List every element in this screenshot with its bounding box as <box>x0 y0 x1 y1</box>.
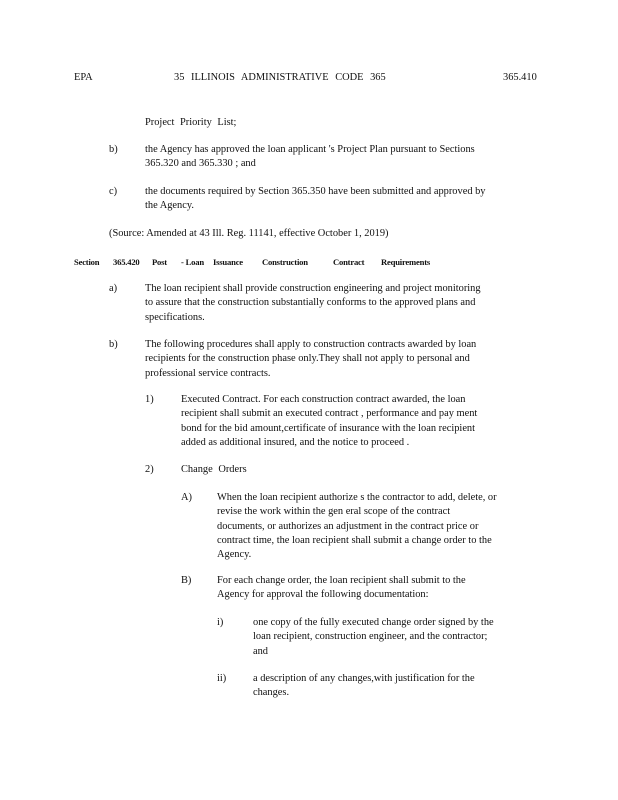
item-c-line: the Agency. <box>145 200 194 212</box>
para-a-text <box>145 282 527 325</box>
para-a-label: a) <box>109 283 118 294</box>
sub-ii-label: ii) <box>217 673 227 684</box>
intro-line: Project Priority List; <box>145 117 237 128</box>
sub1-line: Executed Contract. For each construction contract awarded, the loan <box>181 394 466 405</box>
section-title-word: Post <box>152 257 167 267</box>
subA-line: documents, or authorizes an adjustment in the contract price or <box>217 520 479 532</box>
item-label-c: c) <box>109 186 118 197</box>
section-title-word: - Loan <box>181 257 204 267</box>
sub-i-text <box>253 616 533 659</box>
subA-line: revise the work within the gen eral scope of the contract <box>217 506 451 518</box>
item-b-line: the Agency has approved the loan applicant 's Project Plan pursuant to Sections <box>145 144 475 155</box>
sub1-label: 1) <box>145 394 154 405</box>
para-b-line: recipients for the construction phase only.They shall not apply to personal and <box>145 353 470 365</box>
subB-text <box>217 574 517 603</box>
header-title: 35 ILLINOIS ADMINISTRATIVE CODE 365 <box>174 72 386 83</box>
section-title-word: Requirements <box>381 257 430 267</box>
sub1-line: added as additional insured, and the notice to proceed . <box>181 436 410 448</box>
subA-line: Agency. <box>217 549 252 561</box>
source-note: (Source: Amended at 43 Ill. Reg. 11141, effective October 1, 2019) <box>109 228 389 239</box>
sub-ii-line: a description of any changes,with justification for the <box>253 673 475 684</box>
header-section-number: 365.410 <box>503 72 537 83</box>
item-b-line: 365.320 and 365.330 ; and <box>145 158 256 170</box>
sub-i-line: and <box>253 645 269 657</box>
subB-line: Agency for approval the following documentation: <box>217 589 429 601</box>
section-title-word: Construction <box>262 257 308 267</box>
item-b-text <box>145 143 525 172</box>
subA-label: A) <box>181 492 192 503</box>
sub1-text <box>181 393 517 450</box>
sub-ii-text <box>253 672 513 701</box>
sub-i-label: i) <box>217 617 224 628</box>
sub1-line: bond for the bid amount,certificate of insurance with the loan recipient <box>181 422 476 434</box>
para-a-line: specifications. <box>145 311 205 323</box>
sub-i-line: loan recipient, construction engineer, and the contractor; <box>253 631 488 643</box>
para-a-line: to assure that the construction substantially conforms to the approved plans and <box>145 297 476 309</box>
section-word: Section <box>74 257 100 267</box>
section-title-word: Issuance <box>213 257 243 267</box>
subB-line: For each change order, the loan recipient shall submit to the <box>217 575 466 586</box>
subA-line: When the loan recipient authorize s the contractor to add, delete, or <box>217 492 497 503</box>
item-c-line: the documents required by Section 365.350 have been submitted and approved by <box>145 186 486 197</box>
section-number: 365.420 <box>113 257 140 267</box>
para-a-line: The loan recipient shall provide construction engineering and project monitoring <box>145 283 481 294</box>
para-b-label: b) <box>109 339 118 350</box>
sub-ii-line: changes. <box>253 687 290 699</box>
section-title-word: Contract <box>333 257 365 267</box>
item-c-text <box>145 185 540 214</box>
para-b-text <box>145 338 525 381</box>
item-label-b: b) <box>109 144 118 155</box>
sub2-label: 2) <box>145 464 154 475</box>
sub-i-line: one copy of the fully executed change order signed by the <box>253 617 494 628</box>
subB-label: B) <box>181 575 192 586</box>
header-agency: EPA <box>74 72 93 83</box>
sub2-title: Change Orders <box>181 464 247 475</box>
subA-line: contract time, the loan recipient shall submit a change order to the <box>217 534 492 546</box>
para-b-line: The following procedures shall apply to construction contracts awarded by loan <box>145 339 477 350</box>
subA-text <box>217 491 533 562</box>
para-b-line: professional service contracts. <box>145 367 271 379</box>
sub1-line: recipient shall submit an executed contract , performance and pay ment <box>181 408 478 420</box>
